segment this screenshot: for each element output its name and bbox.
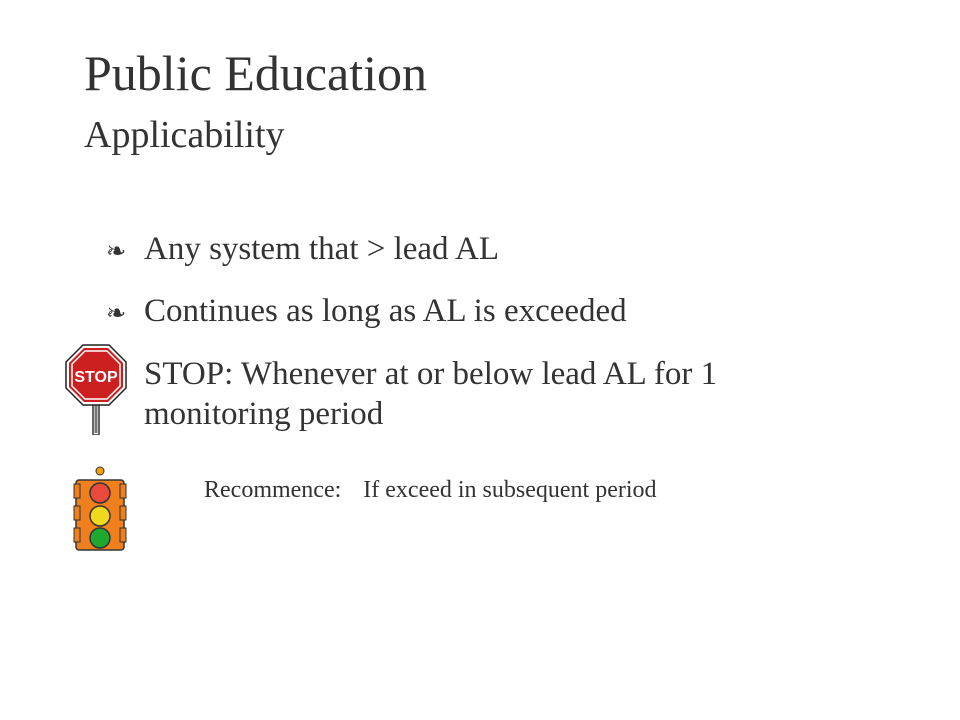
recommence-item [204,475,657,505]
traffic-light-icon [72,466,128,552]
stop-item-text [144,354,717,434]
slide-title: Public Education [84,45,427,101]
recommence-text: If exceed in subsequent period [363,477,657,503]
recommence-label: Recommence: [204,477,342,503]
stop-sign-icon [64,343,128,435]
bullet-text-2: Continues as long as AL is exceeded [144,293,627,329]
fleuron-bullet-icon: ❧ [106,237,127,265]
bullet-text-1: Any system that > lead AL [144,231,499,267]
slide-subtitle: Applicability [84,114,285,156]
stop-item-line-1: STOP: Whenever at or below lead AL for 1 [144,356,718,392]
stop-sign-text: STOP [74,369,118,386]
stop-item-line-2: monitoring period [144,396,384,432]
fleuron-bullet-icon: ❧ [106,299,127,327]
